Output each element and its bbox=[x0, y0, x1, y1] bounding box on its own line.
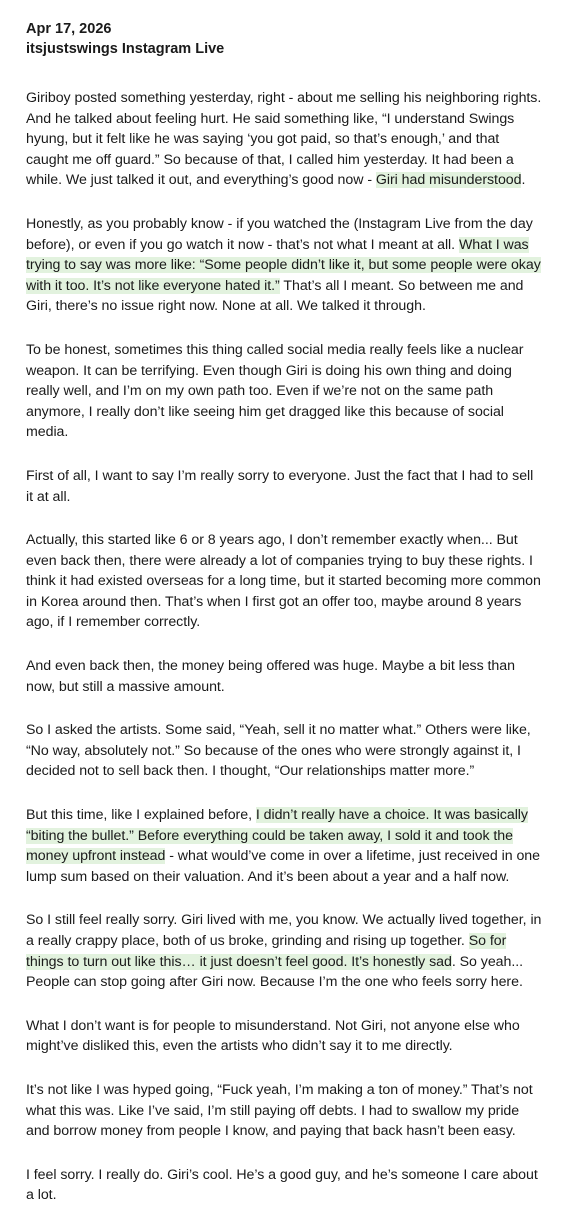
highlighted-text: I didn’t really have a choice. It was basically “biting the bullet.” Before everything could be taken away, I sold it and took the money upfront instead bbox=[26, 807, 528, 865]
paragraph-text: It’s not like I was hyped going, “Fuck yeah, I’m making a ton of money.” That’s not what this was. Like I’ve said, I’m still paying off debts. I had to swallow my pride and borrow money from people I know, and paying that back hasn’t been easy. bbox=[26, 1081, 533, 1140]
transcript-paragraph bbox=[26, 530, 544, 633]
highlighted-text: So for things to turn out like this… it just doesn’t feel good. It’s honestly sad bbox=[26, 933, 507, 970]
transcript-paragraph bbox=[26, 214, 544, 317]
paragraph-text: So I still feel really sorry. Giri lived with me, you know. We actually lived together, in a really crappy place, both of us broke, grinding and rising up together. bbox=[26, 912, 542, 949]
highlighted-text: What I was trying to say was more like: “Some people didn’t like it, but some people were okay with it too. It’s not like everyone hated it.” bbox=[26, 236, 541, 294]
transcript-paragraph bbox=[26, 88, 544, 191]
transcript-body bbox=[26, 88, 544, 1206]
paragraph-text: That’s all I meant. So between me and Giri, there’s no issue right now. None at all. We talked it through. bbox=[26, 277, 524, 315]
highlighted-text: Giri had misunderstood bbox=[375, 172, 522, 189]
paragraph-text: . So yeah... People can stop going after Giri now. Because I’m the one who feels sorry here. bbox=[26, 953, 524, 991]
transcript-paragraph bbox=[26, 720, 544, 782]
document-header bbox=[26, 19, 544, 59]
transcript-paragraph bbox=[26, 656, 544, 697]
paragraph-text: I feel sorry. I really do. Giri’s cool. He’s a good guy, and he’s someone I care about a lot. bbox=[26, 1166, 538, 1204]
paragraph-text: But this time, like I explained before, bbox=[26, 807, 256, 824]
transcript-paragraph bbox=[26, 466, 544, 507]
transcript-paragraph bbox=[26, 805, 544, 887]
paragraph-text: Giriboy posted something yesterday, right - about me selling his neighboring rights. And he talked about feeling hurt. He said something like, “I understand Swings hyung, but it felt like he was saying ‘you got paid, so that’s enough,’ and that caught me off guard.” So because of that, I called him yesterday. It had been a while. We just talked it out, and everything’s good now - bbox=[26, 90, 542, 189]
transcript-paragraph bbox=[26, 1080, 544, 1142]
paragraph-text: Honestly, as you probably know - if you watched the (Instagram Live from the day before), or even if you go watch it now - that’s not what I meant at all. bbox=[26, 215, 533, 253]
transcript-paragraph bbox=[26, 1016, 544, 1057]
paragraph-text: Actually, this started like 6 or 8 years ago, I don’t remember exactly when... But even back then, there were already a lot of companies trying to buy these rights. I think it had existed overseas for a long time, but it started becoming more common in Korea around then. That’s when I first got an offer too, maybe around 8 years ago, if I remember correctly. bbox=[26, 532, 541, 631]
transcript-paragraph bbox=[26, 910, 544, 992]
paragraph-text: What I don’t want is for people to misunderstand. Not Giri, not anyone else who might’ve disliked this, even the artists who didn’t say it to me directly. bbox=[26, 1017, 520, 1055]
paragraph-text: So I asked the artists. Some said, “Yeah, sell it no matter what.” Others were like, “No way, absolutely not.” So because of the ones who were strongly against it, I decided not to sell back then. I thought, “Our relationships matter more.” bbox=[26, 722, 531, 780]
paragraph-text: And even back then, the money being offered was huge. Maybe a bit less than now, but still a massive amount. bbox=[26, 658, 515, 695]
paragraph-text: First of all, I want to say I’m really sorry to everyone. Just the fact that I had to sell it at all. bbox=[26, 467, 534, 505]
paragraph-text: . bbox=[521, 172, 526, 189]
paragraph-text: - what would’ve come in over a lifetime, just received in one lump sum based on their valuation. And it’s been about a year and a half now. bbox=[26, 848, 540, 885]
transcript-paragraph bbox=[26, 340, 544, 443]
document-date: Apr 17, 2026 bbox=[26, 21, 112, 37]
document-title: itsjustswings Instagram Live bbox=[26, 41, 225, 57]
paragraph-text: To be honest, sometimes this thing called social media really feels like a nuclear weapon. It can be terrifying. Even though Giri is doing his own thing and doing really well, and I’m on my own path too. Even if we’re not on the same path anymore, I really don’t like seeing him get dragged like this because of social media. bbox=[26, 341, 524, 441]
